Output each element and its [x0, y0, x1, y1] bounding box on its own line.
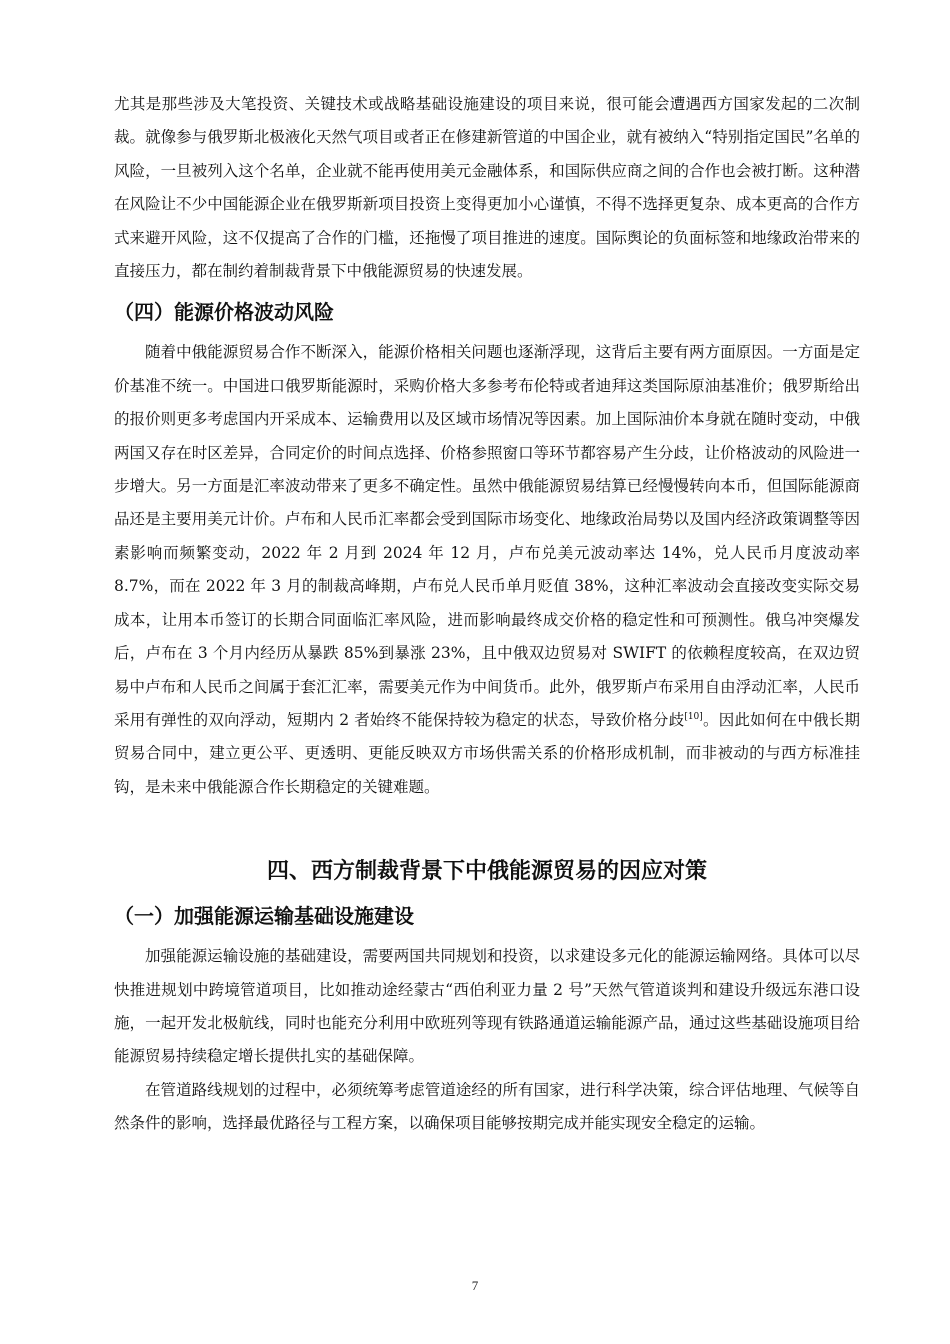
- paragraph-text-tail: 。因此如何在中俄长期贸易合同中，建立更公平、更透明、更能反映双方市场供需关系的价格形成机制，而非被动的与西方标准挂钩，是未来中俄能源合作长期稳定的关键难题。: [114, 710, 860, 796]
- section-heading-price-risk: （四）能源价格波动风险: [114, 300, 334, 325]
- page-content: [114, 88, 860, 1141]
- section-heading-infrastructure: （一）加强能源运输基础设施建设: [114, 904, 414, 929]
- body-paragraph-sanctions-risk: 尤其是那些涉及大笔投资、关键技术或战略基础设施建设的项目来说，很可能会遭遇西方国家发起的二次制裁。就像参与俄罗斯北极液化天然气项目或者正在修建新管道的中国企业，就有被纳入“特别指定国民”名单的风险，一旦被列入这个名单，企业就不能再使用美元金融体系，和国际供应商之间的合作也会被打断。这种潜在风险让不少中国能源企业在俄罗斯新项目投资上变得更加小心谨慎，不得不选择更复杂、成本更高的合作方式来避开风险，这不仅提高了合作的门槛，还拖慢了项目推进的速度。国际舆论的负面标签和地缘政治带来的直接压力，都在制约着制裁背景下中俄能源贸易的快速发展。: [114, 95, 860, 281]
- chapter-title: 四、西方制裁背景下中俄能源贸易的因应对策: [266, 859, 707, 885]
- body-paragraph-pipeline-planning: 在管道路线规划的过程中，必须统筹考虑管道途经的所有国家，进行科学决策，综合评估地理、气候等自然条件的影响，选择最优路径与工程方案，以确保项目能够按期完成并能实现安全稳定的运输。: [114, 1080, 860, 1133]
- body-paragraph-infrastructure: 加强能源运输设施的基础建设，需要两国共同规划和投资，以求建设多元化的能源运输网络。具体可以尽快推进规划中跨境管道项目，比如推动途经蒙古“西伯利亚力量 2 号”天然气管道谈判和建设升级远东港口设施，一起开发北极航线，同时也能充分利用中欧班列等现有铁路通道运输能源产品，通过这些基础设施项目给能源贸易持续稳定增长提供扎实的基础保障。: [114, 947, 860, 1066]
- citation-ref[interactable]: [10]: [684, 711, 703, 722]
- page-number: 7: [471, 1278, 479, 1293]
- paragraph-text: 随着中俄能源贸易合作不断深入，能源价格相关问题也逐渐浮现，这背后主要有两方面原因。一方面是定价基准不统一。中国进口俄罗斯能源时，采购价格大多参考布伦特或者迪拜这类国际原油基准价；俄罗斯给出的报价则更多考虑国内开采成本、运输费用以及区域市场情况等因素。加上国际油价本身就在随时变动，中俄两国又存在时区差异，合同定价的时间点选择、价格参照窗口等环节都容易产生分歧，让价格波动的风险进一步增大。另一方面是汇率波动带来了更多不确定性。虽然中俄能源贸易结算已经慢慢转向本币，但国际能源商品还是主要用美元计价。卢布和人民币汇率都会受到国际市场变化、地缘政治局势以及国内经济政策调整等因素影响而频繁变动，2022 年 2 月到 2024 年 12 月，卢布兑美元波动率达 14%，兑人民币月度波动率 8.7%，而在 2022 年 3 月的制裁高峰期，卢布兑人民币单月贬值 38%，这种汇率波动会直接改变实际交易成本，让用本币签订的长期合同面临汇率风险，进而影响最终成交价格的稳定性和可预测性。俄乌冲突爆发后，卢布在 3 个月内经历从暴跌 85%到暴涨 23%，且中俄双边贸易对 SWIFT 的依赖程度较高，在双边贸易中卢布和人民币之间属于套汇汇率，需要美元作为中间货币。此外，俄罗斯卢布采用自由浮动汇率，人民币采用有弹性的双向浮动，短期内 2 者始终不能保持较为稳定的状态，导致价格分歧: [114, 343, 860, 729]
- body-paragraph-price-fluctuation: [114, 336, 860, 804]
